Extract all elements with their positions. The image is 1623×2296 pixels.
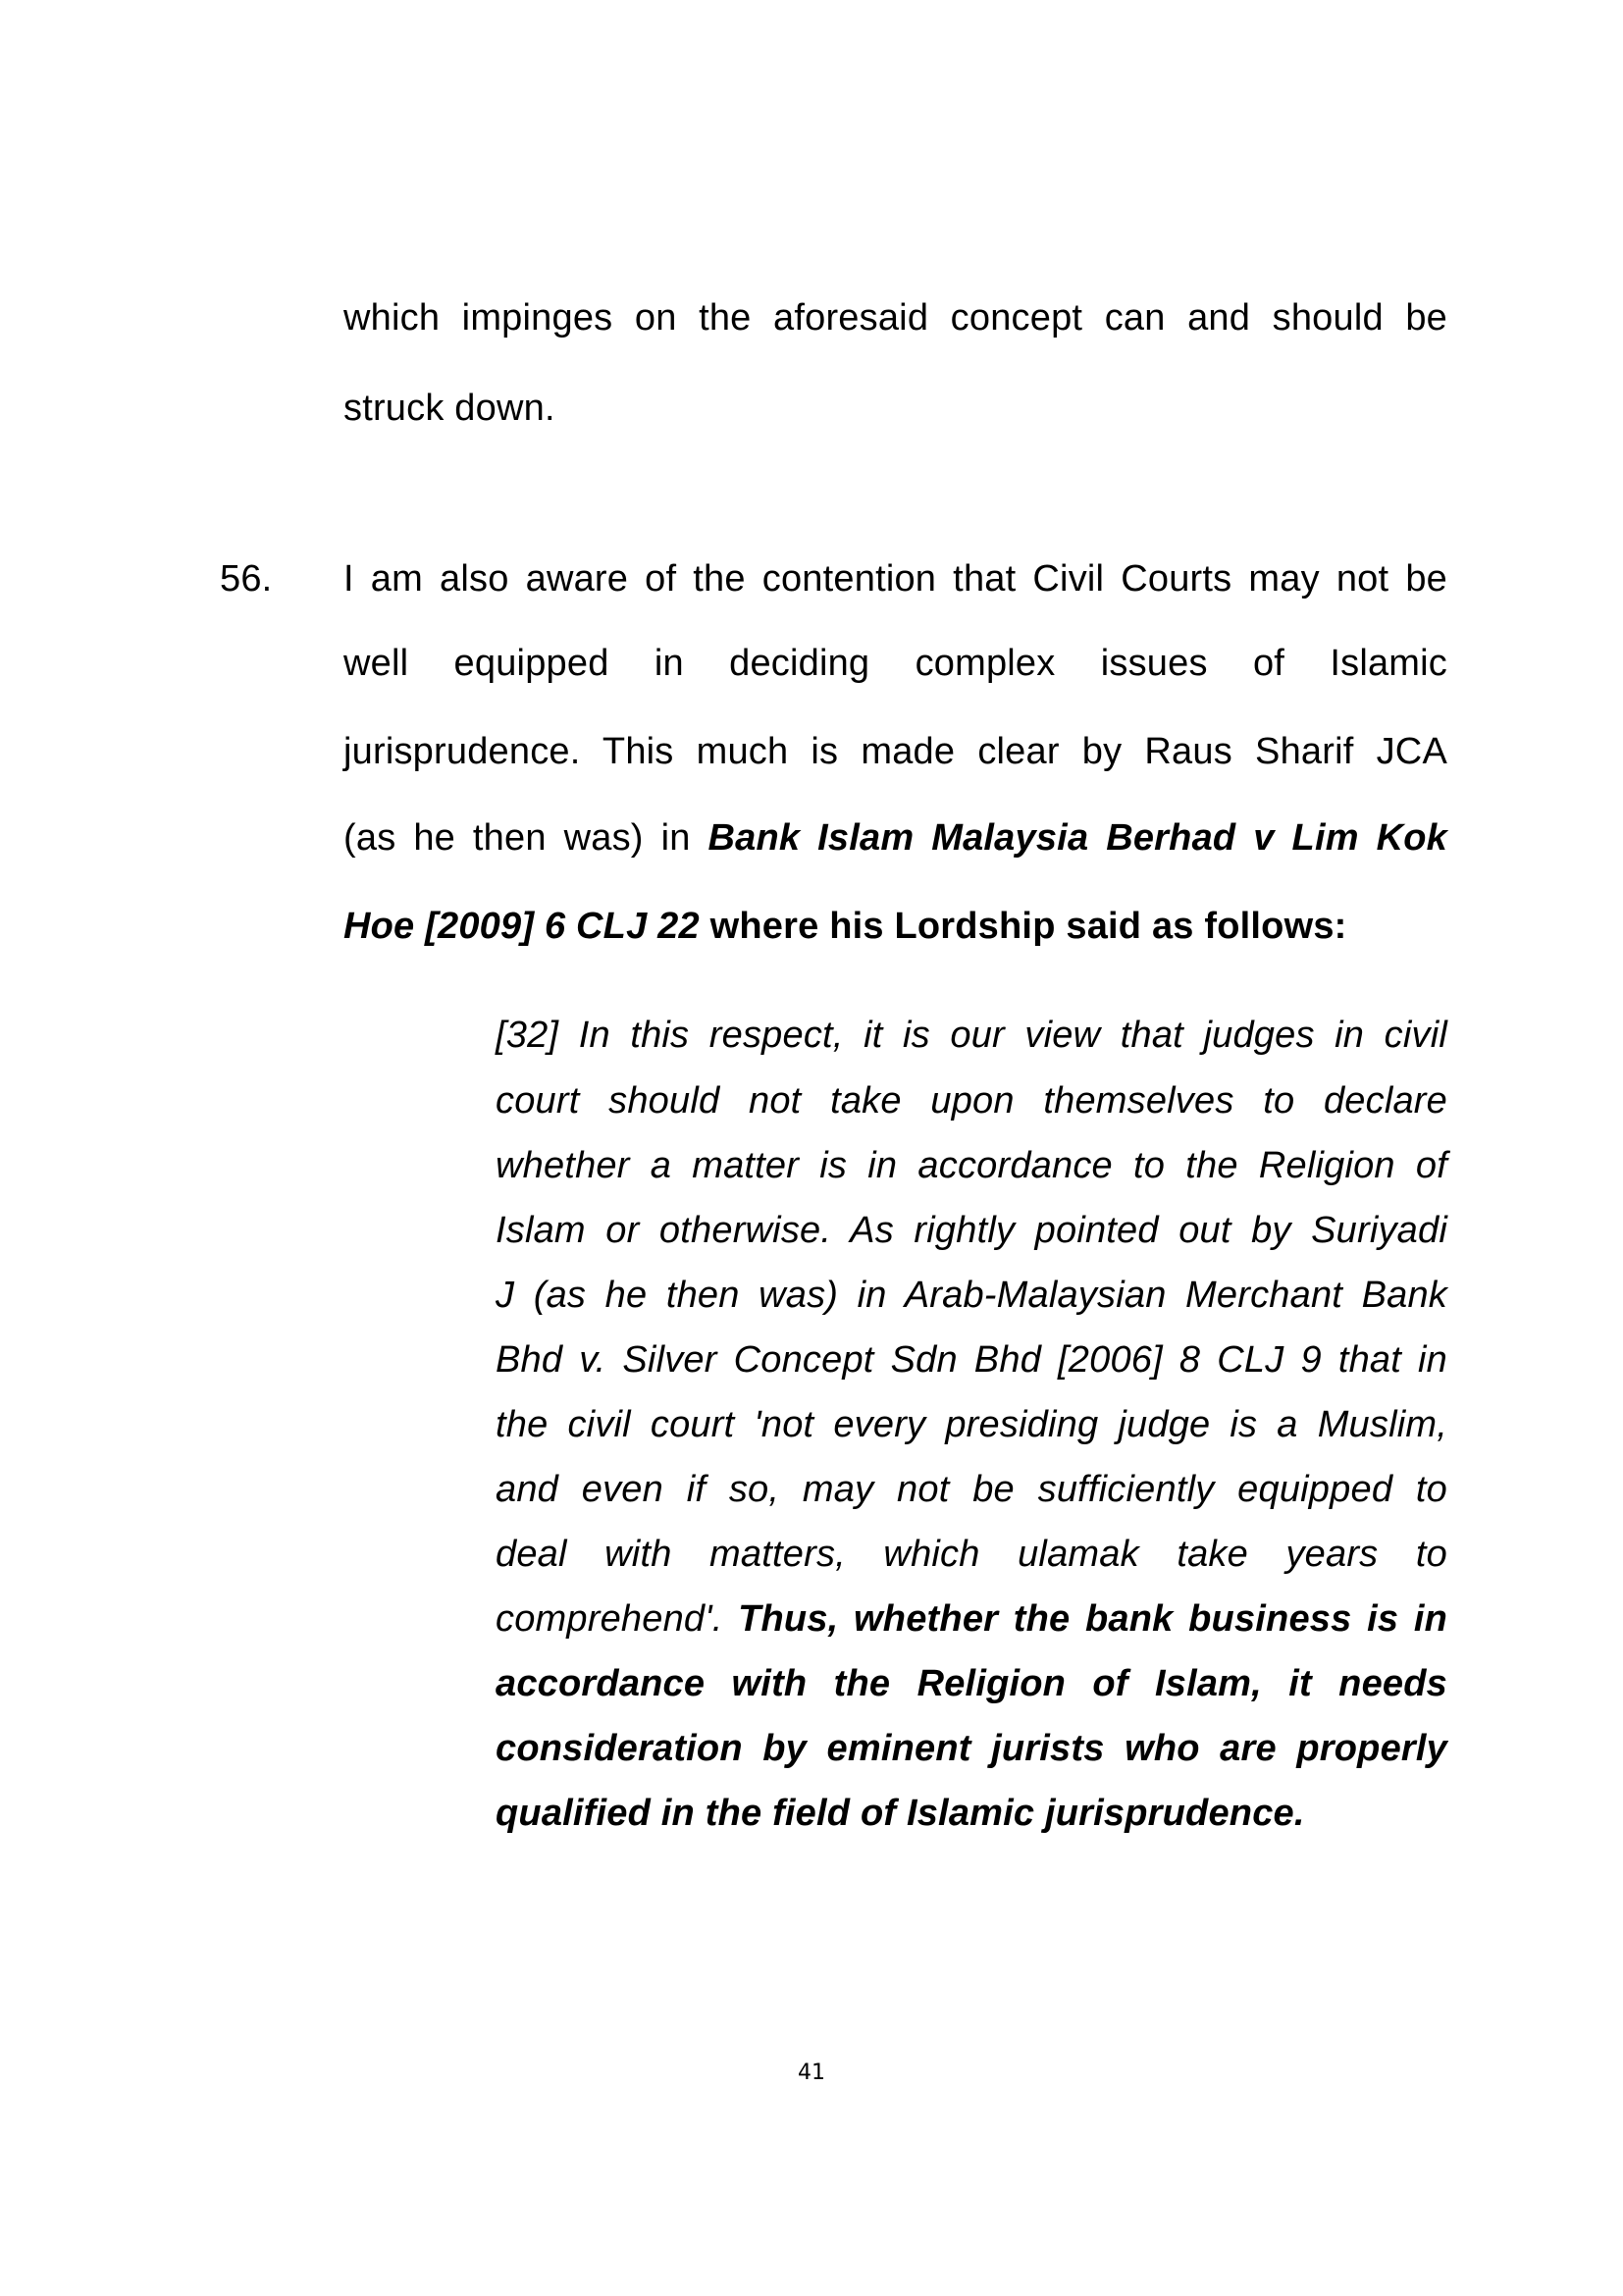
quote-line-13: qualified in the field of Islamic jurisprudence.: [496, 1793, 1305, 1834]
quote-line-3: whether a matter is in accordance to the Religion of: [496, 1145, 1447, 1186]
quote-line-2: court should not take upon themselves to declare: [496, 1080, 1447, 1122]
quote-line-9: deal with matters, which ulamak take years to: [496, 1534, 1447, 1575]
paragraph-56-line-2: well equipped in deciding complex issues of Islamic: [343, 643, 1447, 684]
paragraph-56-line-1: I am also aware of the contention that Civil Courts may not be: [343, 558, 1447, 600]
case-citation-bank-islam: Bank Islam Malaysia Berhad v Lim Kok: [707, 817, 1448, 859]
paragraph-number: 56.: [220, 558, 273, 600]
case-citation-bank-islam-cont: Hoe [2009] 6 CLJ 22: [343, 906, 700, 947]
continuation-line-1: which impinges on the aforesaid concept can and should be: [343, 297, 1447, 339]
quote-line-10: [496, 1597, 1447, 1641]
continuation-line-2: struck down.: [343, 388, 555, 429]
page-number: 41: [798, 2061, 825, 2085]
paragraph-56-line-3: jurisprudence. This much is made clear by Raus Sharif JCA: [343, 731, 1447, 772]
quote-line-12: consideration by eminent jurists who are properly: [496, 1728, 1447, 1769]
quote-line-10-plain: comprehend'.: [496, 1598, 739, 1640]
quote-line-10-bold: Thus, whether the bank business is in: [738, 1598, 1447, 1640]
paragraph-56-line-4-text: (as he then was) in: [343, 817, 708, 859]
quote-line-8: and even if so, may not be sufficiently equipped to: [496, 1469, 1447, 1510]
quote-line-4: Islam or otherwise. As rightly pointed out by Suriyadi: [496, 1210, 1447, 1251]
quote-line-1: [32] In this respect, it is our view that judges in civil: [496, 1015, 1447, 1056]
paragraph-56-line-5: [343, 905, 1347, 948]
quote-line-5: J (as he then was) in Arab-Malaysian Merchant Bank: [496, 1275, 1447, 1316]
paragraph-56-line-4: [343, 816, 1447, 860]
quote-line-11: accordance with the Religion of Islam, it needs: [496, 1663, 1447, 1704]
quote-line-7: the civil court 'not every presiding judge is a Muslim,: [496, 1404, 1447, 1445]
quote-line-6: Bhd v. Silver Concept Sdn Bhd [2006] 8 CLJ 9 that in: [496, 1339, 1447, 1381]
paragraph-56-line-5-text: where his Lordship said as follows:: [699, 906, 1347, 947]
